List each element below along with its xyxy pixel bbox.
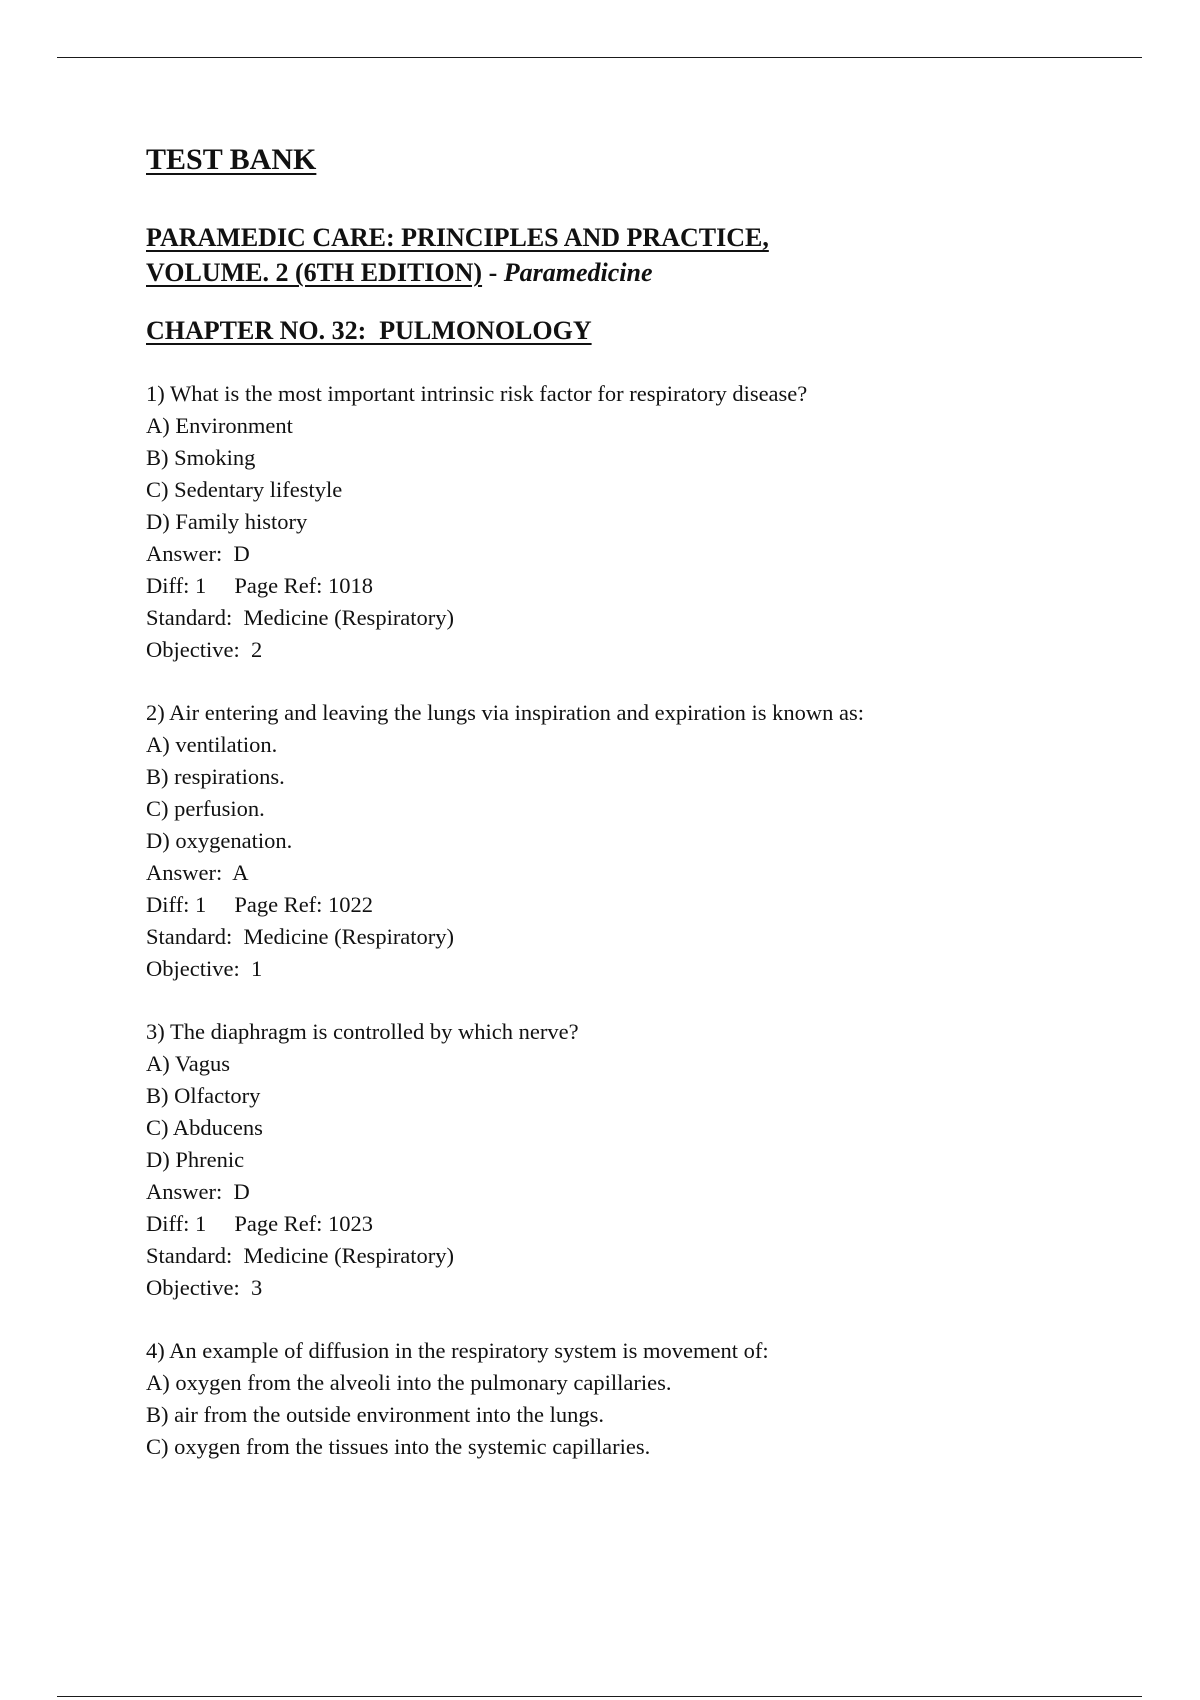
book-subject: Paramedicine: [503, 258, 653, 287]
question-stem: 4) An example of diffusion in the respiratory system is movement of:: [146, 1338, 769, 1363]
objective-line: Objective: 2: [146, 637, 263, 662]
answer-line: Answer: A: [146, 860, 249, 885]
option-d: D) Family history: [146, 509, 308, 534]
question-stem: 2) Air entering and leaving the lungs via inspiration and expiration is known as:: [146, 700, 864, 725]
option-c: C) oxygen from the tissues into the systemic capillaries.: [146, 1434, 651, 1459]
answer-line: Answer: D: [146, 1179, 250, 1204]
standard-line: Standard: Medicine (Respiratory): [146, 1243, 455, 1268]
question-list: [146, 378, 864, 1494]
difficulty-page-ref: Diff: 1 Page Ref: 1023: [146, 1211, 374, 1236]
objective-line: Objective: 1: [146, 956, 263, 981]
option-b: B) air from the outside environment into the lungs.: [146, 1402, 605, 1427]
book-title-line1: PARAMEDIC CARE: PRINCIPLES AND PRACTICE,: [146, 223, 769, 252]
standard-line: Standard: Medicine (Respiratory): [146, 924, 455, 949]
option-b: B) Olfactory: [146, 1083, 261, 1108]
answer-line: Answer: D: [146, 541, 250, 566]
option-b: B) Smoking: [146, 445, 256, 470]
book-title-heading: [146, 220, 769, 290]
book-title-separator: -: [482, 258, 504, 287]
question-1: [146, 378, 864, 666]
option-c: C) Abducens: [146, 1115, 263, 1140]
difficulty-page-ref: Diff: 1 Page Ref: 1022: [146, 892, 374, 917]
top-rule: [57, 57, 1142, 58]
option-a: A) Environment: [146, 413, 293, 438]
book-title-line2: VOLUME. 2 (6TH EDITION): [146, 258, 483, 287]
option-d: D) Phrenic: [146, 1147, 245, 1172]
option-c: C) Sedentary lifestyle: [146, 477, 343, 502]
chapter-heading: CHAPTER NO. 32: PULMONOLOGY: [146, 316, 592, 345]
standard-line: Standard: Medicine (Respiratory): [146, 605, 455, 630]
question-stem: 3) The diaphragm is controlled by which nerve?: [146, 1019, 579, 1044]
bottom-rule: [57, 1696, 1142, 1697]
option-c: C) perfusion.: [146, 796, 265, 821]
option-a: A) Vagus: [146, 1051, 230, 1076]
option-b: B) respirations.: [146, 764, 285, 789]
objective-line: Objective: 3: [146, 1275, 263, 1300]
difficulty-page-ref: Diff: 1 Page Ref: 1018: [146, 573, 374, 598]
question-4: [146, 1335, 864, 1463]
test-bank-heading: TEST BANK: [146, 143, 317, 176]
question-2: [146, 697, 864, 985]
question-stem: 1) What is the most important intrinsic risk factor for respiratory disease?: [146, 381, 808, 406]
option-a: A) oxygen from the alveoli into the pulmonary capillaries.: [146, 1370, 672, 1395]
question-3: [146, 1016, 864, 1304]
option-a: A) ventilation.: [146, 732, 278, 757]
option-d: D) oxygenation.: [146, 828, 293, 853]
